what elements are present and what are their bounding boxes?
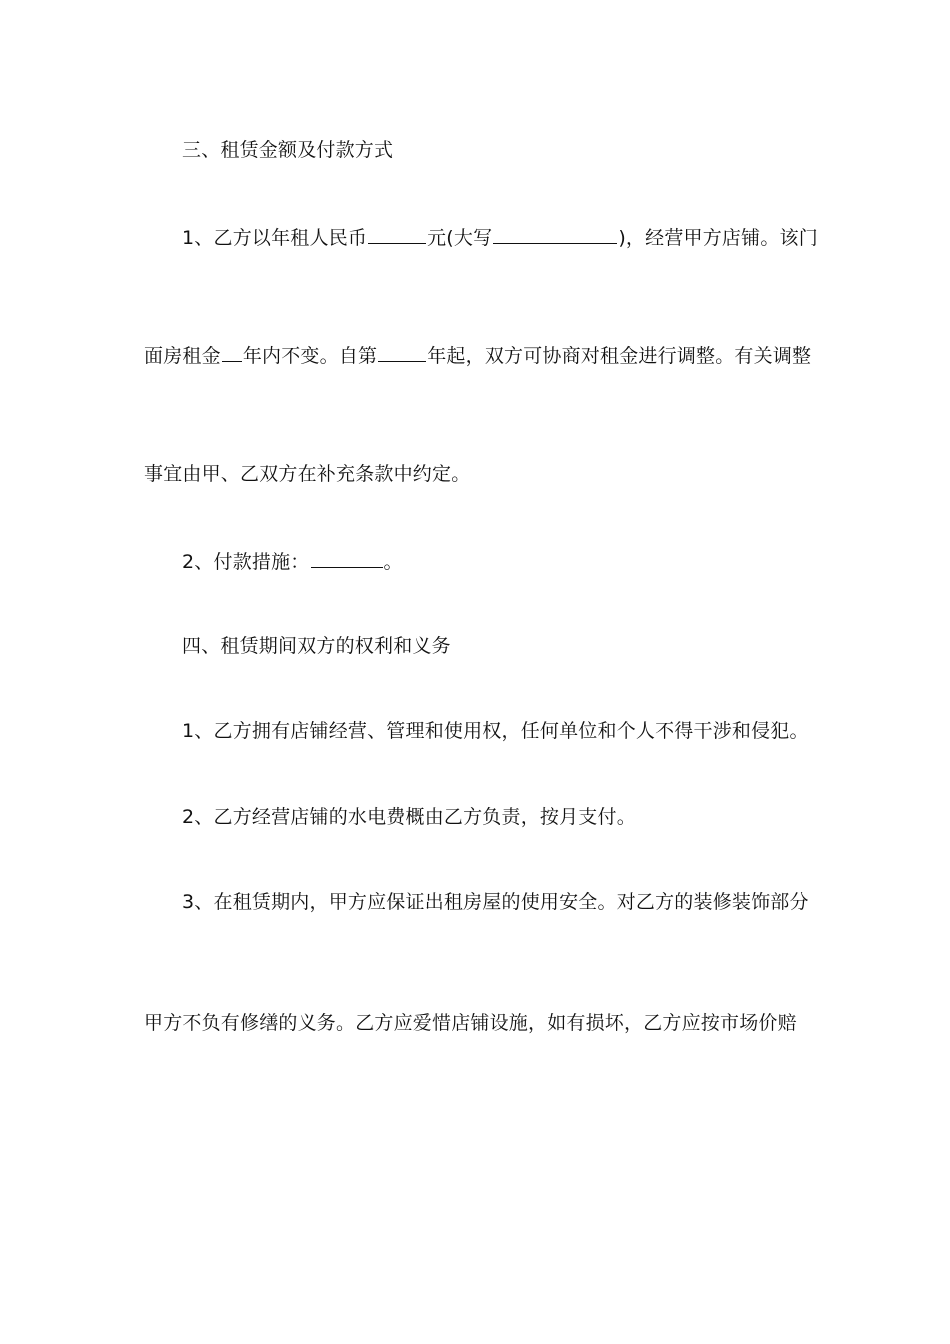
item-4-3-text-a: 3、在租赁期内，甲方应保证出租房屋的使用安全。对乙方的装修装饰部分: [182, 891, 809, 913]
blank-rent-amount-words[interactable]: [493, 225, 617, 244]
item-3-1-text-a: 1、乙方以年租人民币: [182, 227, 368, 249]
item-4-3-line-1: [182, 890, 809, 914]
blank-rent-amount[interactable]: [368, 225, 426, 244]
item-3-1-text-e: 年内不变。自第: [242, 345, 378, 367]
item-4-1: [182, 719, 809, 743]
blank-payment-method[interactable]: [311, 549, 383, 568]
section-4-heading-text: 四、租赁期间双方的权利和义务: [182, 635, 451, 657]
item-3-2: [182, 549, 403, 574]
item-4-3-line-2: [144, 1011, 797, 1035]
item-4-3-text-b: 甲方不负有修缮的义务。乙方应爱惜店铺设施，如有损坏，乙方应按市场价赔: [144, 1012, 797, 1034]
item-3-1-line-2: [144, 343, 811, 368]
blank-adjust-year[interactable]: [378, 343, 426, 362]
item-4-1-text: 1、乙方拥有店铺经营、管理和使用权，任何单位和个人不得干涉和侵犯。: [182, 720, 809, 742]
item-3-1-line-1: [182, 225, 818, 250]
item-3-2-text-a: 2、付款措施：: [182, 551, 310, 573]
item-3-1-line-3: [144, 462, 470, 486]
item-3-1-text-g: 事宜由甲、乙双方在补充条款中约定。: [144, 463, 471, 485]
section-3-heading-text: 三、租赁金额及付款方式: [182, 139, 394, 161]
item-3-1-text-b: 元(大写: [427, 227, 493, 249]
item-3-1-text-d: 面房租金: [144, 345, 221, 367]
item-3-1-text-f: 年起，双方可协商对租金进行调整。有关调整: [427, 345, 812, 367]
blank-fixed-years[interactable]: [222, 343, 242, 362]
item-3-2-text-b: 。: [383, 551, 403, 573]
item-4-2-text: 2、乙方经营店铺的水电费概由乙方负责，按月支付。: [182, 806, 636, 828]
section-4-heading: [182, 634, 451, 658]
section-3-heading: [182, 138, 393, 162]
item-4-2: [182, 805, 636, 829]
item-3-1-text-c: )，经营甲方店铺。该门: [618, 227, 818, 249]
